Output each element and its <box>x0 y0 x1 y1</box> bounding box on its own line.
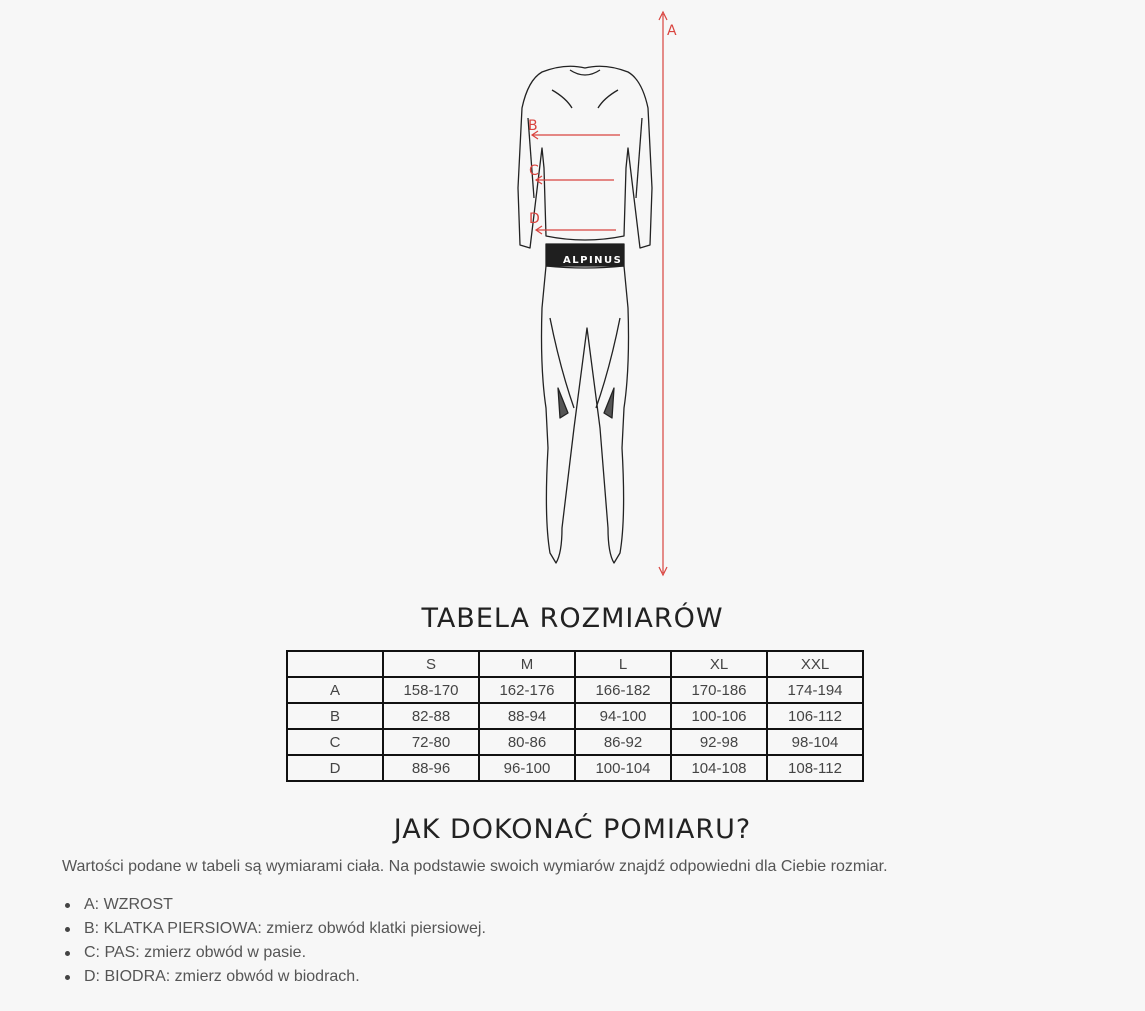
table-cell: 88-94 <box>479 703 575 729</box>
marker-d: D <box>529 211 540 227</box>
size-table <box>286 650 864 782</box>
table-cell: 92-98 <box>671 729 767 755</box>
table-row <box>287 755 863 781</box>
howto-title: JAK DOKONAĆ POMIARU? <box>393 814 752 845</box>
table-row <box>287 677 863 703</box>
size-diagram <box>470 8 700 583</box>
table-cell: 98-104 <box>767 729 863 755</box>
list-item: C: PAS: zmierz obwód w pasie. <box>62 941 486 965</box>
table-cell: 100-104 <box>575 755 671 781</box>
table-cell: 158-170 <box>383 677 479 703</box>
table-header-cell: M <box>479 651 575 677</box>
table-header-cell: XXL <box>767 651 863 677</box>
table-header-cell <box>287 651 383 677</box>
table-cell: 100-106 <box>671 703 767 729</box>
marker-c: C <box>529 163 539 179</box>
table-cell: 166-182 <box>575 677 671 703</box>
marker-a: A <box>667 23 677 39</box>
leggings-outline <box>542 266 629 563</box>
table-cell: D <box>287 755 383 781</box>
marker-b: B <box>528 118 538 134</box>
table-cell: 94-100 <box>575 703 671 729</box>
measurement-list <box>62 893 486 989</box>
table-cell: 80-86 <box>479 729 575 755</box>
table-cell: 162-176 <box>479 677 575 703</box>
size-table-title: TABELA ROZMIARÓW <box>421 603 724 634</box>
table-cell: 170-186 <box>671 677 767 703</box>
table-cell: 104-108 <box>671 755 767 781</box>
list-item: D: BIODRA: zmierz obwód w biodrach. <box>62 965 486 989</box>
list-item: B: KLATKA PIERSIOWA: zmierz obwód klatki piersiowej. <box>62 917 486 941</box>
brand-label: ALPINUS <box>563 255 623 266</box>
table-header-cell: S <box>383 651 479 677</box>
table-cell: B <box>287 703 383 729</box>
table-cell: C <box>287 729 383 755</box>
table-row <box>287 703 863 729</box>
table-header-row <box>287 651 863 677</box>
table-cell: 86-92 <box>575 729 671 755</box>
table-cell: 82-88 <box>383 703 479 729</box>
table-cell: 72-80 <box>383 729 479 755</box>
howto-intro: Wartości podane w tabeli są wymiarami ciała. Na podstawie swoich wymiarów znajdź odpowiedni dla Ciebie rozmiar. <box>62 858 888 875</box>
list-item: A: WZROST <box>62 893 486 917</box>
table-cell: 174-194 <box>767 677 863 703</box>
table-cell: 106-112 <box>767 703 863 729</box>
table-cell: 96-100 <box>479 755 575 781</box>
table-header-cell: XL <box>671 651 767 677</box>
table-header-cell: L <box>575 651 671 677</box>
table-cell: 88-96 <box>383 755 479 781</box>
garment-illustration <box>470 8 700 583</box>
table-cell: A <box>287 677 383 703</box>
table-cell: 108-112 <box>767 755 863 781</box>
table-row <box>287 729 863 755</box>
